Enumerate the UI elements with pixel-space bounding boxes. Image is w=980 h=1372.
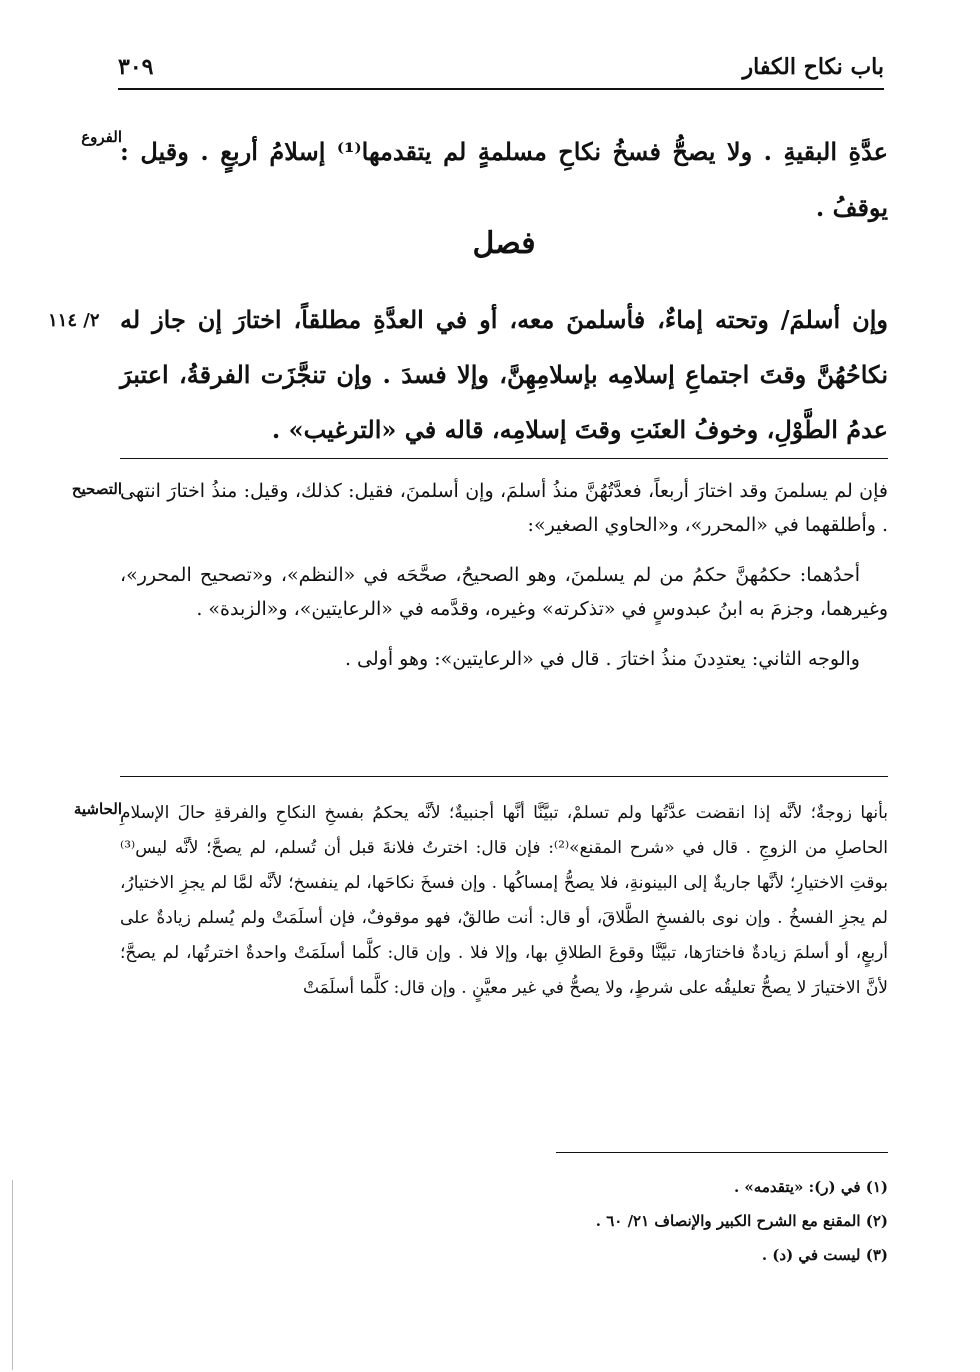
section-divider	[120, 458, 888, 459]
furu-text: عدَّةِ البقيةِ . ولا يصحُّ فسخُ نكاحِ مسلمةٍ لم يتقدمها⁽¹⁾ إسلامُ أربعٍ . وقيل : يوقفُ .	[120, 137, 888, 222]
fasl-heading: فصل	[472, 226, 536, 261]
header-rule	[118, 88, 884, 90]
footnotes	[120, 1170, 888, 1272]
chapter-title: باب نكاح الكفار	[742, 54, 884, 80]
section-label-hashiya: الحاشية	[73, 800, 122, 818]
section-label-tashih: التصحيح	[71, 480, 122, 498]
tashih-paragraph-3: والوجه الثاني: يعتدِدنَ منذُ اختارَ . قال في «الرعايتين»: وهو أولى .	[344, 648, 860, 670]
section-divider	[120, 776, 888, 777]
page-number: ٣٠٩	[118, 54, 154, 80]
scan-edge-line	[12, 1180, 13, 1370]
footnote-2: (٢) المقنع مع الشرح الكبير والإنصاف ٢١/ ٦٠ .	[595, 1212, 888, 1230]
footnote-rule	[556, 1152, 888, 1153]
margin-reference: ٢/ ١١٤	[48, 310, 100, 331]
footnote-3: (٣) ليست في (د) .	[761, 1246, 888, 1264]
tashih-paragraph-2: أحدُهما: حكمُهنَّ حكمُ من لم يسلمنَ، وهو الصحيحُ، صحَّحَه في «النظم»، و«تصحيح المحرر»، وغيرهما، وجزمَ به ابنُ عبدوسٍ في «تذكرته» وغيره، وقدَّمه في «الرعايتين»، و«الزبدة» .	[120, 564, 888, 620]
fasl-text: وإن أسلمَ/ وتحته إماءٌ، فأسلمنَ معه، أو في العدَّةِ مطلقاً، اختارَ إن جاز له نكاحُهُنَّ وقتَ اجتماعِ إسلامِه بإسلامِهِنَّ، وإلا فسدَ . وإن تنجَّزَت الفرقةُ، اعتبرَ عدمُ الطَّوْلِ، وخوفُ العنَتِ وقتَ إسلامِه، قاله في «الترغيب» .	[120, 305, 888, 444]
tashih-section	[120, 474, 888, 676]
tashih-paragraph-1: فإن لم يسلمنَ وقد اختارَ أربعاً، فعدَّتُهُنَّ منذُ أسلمَ، وإن أسلمنَ، فقيل: كذلك، وقيل: منذُ اختارَ انتهى . وأطلقهما في «المحرر»، و«الحاوي الصغير»:	[120, 480, 888, 536]
footnote-1: (١) في (ر): «يتقدمه» .	[733, 1178, 888, 1196]
section-label-furu: الفروع	[81, 128, 122, 146]
hashiya-text: بأنها زوجةٌ؛ لأنَّه إذا انقضت عدَّتُها ولم تسلمْ، تبيَّنَّا أنَّها أجنبيةٌ؛ لأنَّه يحكمُ بفسخِ النكاحِ والفرقةِ حالَ الإسلامِ الحاصلِ من الزوجِ . قال في «شرح المقنع»⁽²⁾: فإن قال: اخترتُ فلانةَ قبل أن تُسلم، لم يصحَّ؛ لأنَّه ليس⁽³⁾ بوقتِ الاختيارِ؛ لأنَّها جاريةٌ إلى البينونةِ، فلا يصحُّ إمساكُها . وإن فسخَ نكاحَها، لم ينفسخ؛ لأنَّه لمَّا لم يجزِ الاختيارُ، لم يجزِ الفسخُ . وإن نوى بالفسخِ الطَّلاقَ، أو قال: أنت طالقٌ، فهو موقوفٌ، فإن أسلَمَتْ ولم يُسلم زيادةٌ على أربعٍ، أو أسلمَ زيادةٌ فاختارَها، تبيَّنَّا وقوعَ الطلاقِ بها، وإلا فلا . وإن قال: كلَّما أسلَمَتْ واحدةٌ اخترتُها، لم يصحَّ؛ لأنَّ الاختيارَ لا يصحُّ تعليقُه على شرطٍ، ولا يصحُّ في غير معيَّنٍ . وإن قال: كلَّما أسلَمَتْ	[120, 803, 888, 998]
page-header	[118, 52, 884, 90]
